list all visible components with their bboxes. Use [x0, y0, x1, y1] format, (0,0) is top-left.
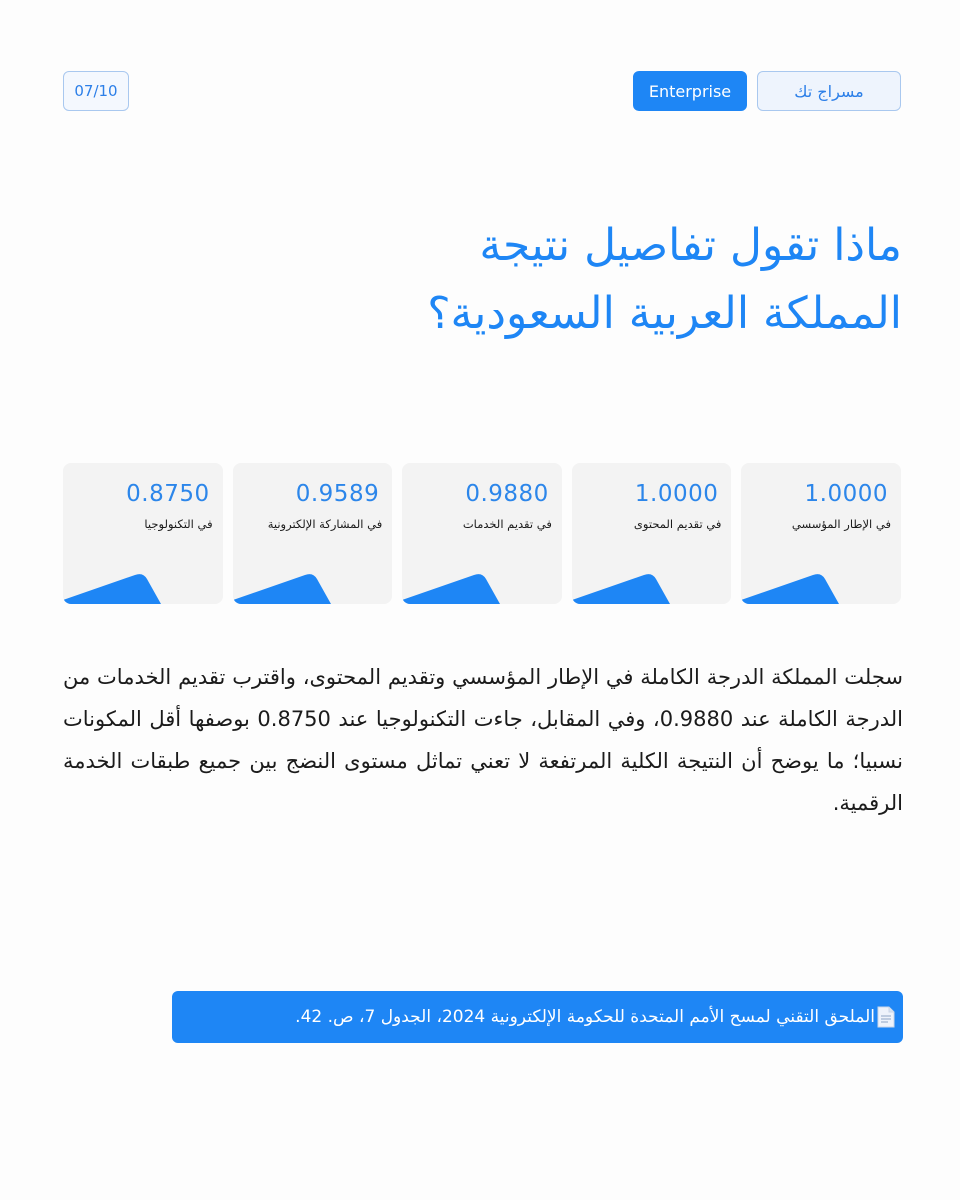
card-accent-shape: [63, 568, 163, 604]
card-accent-shape: [572, 568, 672, 604]
page-indicator-label: 07/10: [74, 82, 118, 100]
page-indicator: [63, 71, 129, 111]
metric-card: [233, 463, 393, 604]
metric-cards: [63, 463, 901, 604]
card-accent-shape: [233, 568, 333, 604]
metric-card: [572, 463, 732, 604]
metric-label: في المشاركة الإلكترونية: [267, 517, 383, 531]
enterprise-label: Enterprise: [648, 81, 732, 101]
metric-value: 0.9589: [295, 481, 380, 507]
page-title: [202, 212, 902, 348]
brand-badge: [757, 71, 901, 111]
metric-label: في التكنولوجيا: [144, 517, 213, 531]
brand-label: مسراج تك: [794, 81, 864, 101]
title-line-2: المملكة العربية السعودية؟: [427, 288, 902, 339]
document-icon: [877, 1006, 895, 1028]
body-paragraph: سجلت المملكة الدرجة الكاملة في الإطار المؤسسي وتقديم المحتوى، واقترب تقديم الخدمات من الدرجة الكاملة عند 0.9880، وفي المقابل، جاءت التكنولوجيا عند 0.8750 بوصفها أقل المكونات نسبيا؛ ما يوضح أن النتيجة الكلية المرتفعة لا تعني تماثل مستوى النضج بين جميع طبقات الخدمة الرقمية.: [63, 665, 903, 815]
metric-card: [402, 463, 562, 604]
card-accent-shape: [741, 568, 841, 604]
metric-label: في تقديم المحتوى: [633, 517, 722, 531]
metric-label: في الإطار المؤسسي: [791, 517, 891, 531]
metric-label: في تقديم الخدمات: [462, 517, 552, 531]
metric-value: 0.8750: [126, 481, 210, 507]
metric-value: 0.9880: [465, 481, 549, 507]
card-accent-shape: [402, 568, 502, 604]
metric-value: 1.0000: [804, 481, 888, 507]
source-note: [172, 991, 903, 1043]
enterprise-badge: [633, 71, 747, 111]
metric-card: [63, 463, 223, 604]
metric-value: 1.0000: [634, 481, 719, 507]
metric-card: [741, 463, 901, 604]
title-line-1: ماذا تقول تفاصيل نتيجة: [479, 220, 902, 271]
source-text: الملحق التقني لمسح الأمم المتحدة للحكومة الإلكترونية 2024، الجدول 7، ص. 42.: [295, 1007, 875, 1027]
